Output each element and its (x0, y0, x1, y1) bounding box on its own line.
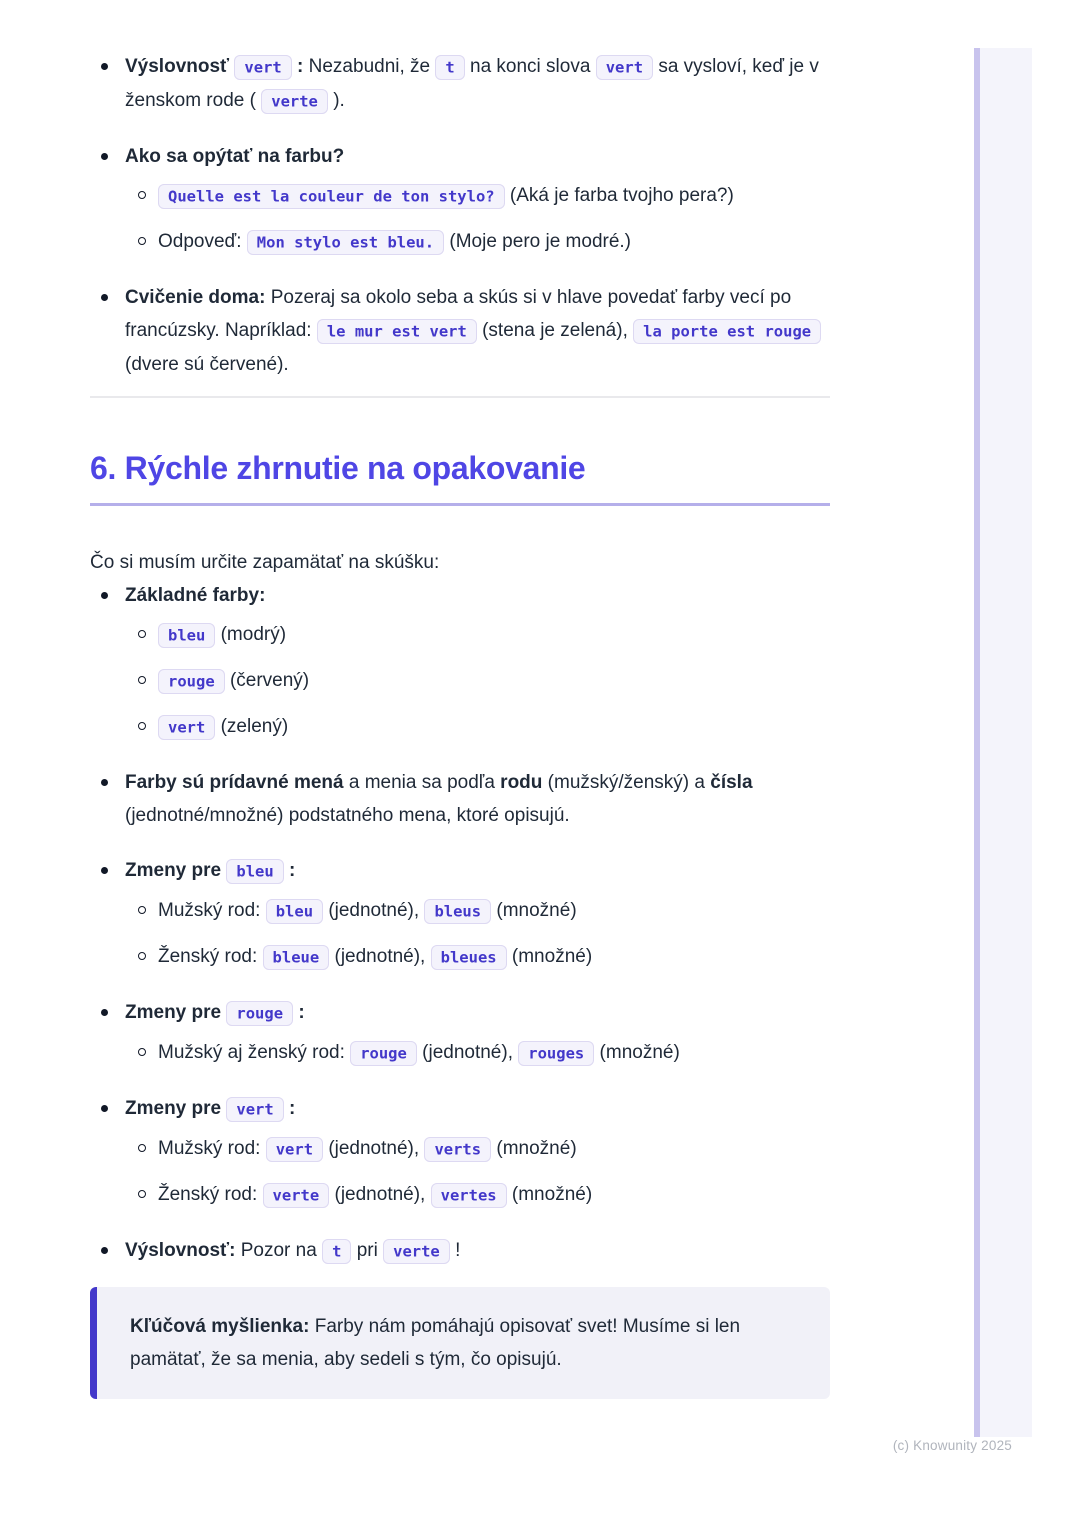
section-heading: 6. Rýchle zhrnutie na opakovanie (90, 450, 830, 506)
code-badge: vert (158, 715, 215, 740)
text-segment: (množné) (511, 1184, 593, 1205)
sub-list-item (125, 225, 830, 259)
code-badge: vert (226, 1097, 283, 1122)
bold-segment: Zmeny pre (125, 1002, 222, 1023)
text-segment: (jednotné), (334, 1184, 426, 1205)
code-badge: vertes (431, 1183, 507, 1208)
code-badge: bleu (226, 859, 283, 884)
code-badge: Mon stylo est bleu. (247, 230, 444, 255)
list-item (90, 996, 830, 1070)
bullet-list (90, 579, 830, 1268)
code-badge: rouge (350, 1041, 417, 1066)
text-segment: (červený) (229, 670, 310, 691)
text-segment: (modrý) (220, 624, 287, 645)
intro-paragraph: Čo si musím určite zapamätať na skúšku: (90, 552, 440, 573)
code-badge: vert (596, 55, 653, 80)
text-segment: Mužský rod: (158, 1138, 261, 1159)
text-segment: (Aká je farba tvojho pera?) (509, 185, 734, 206)
text-segment: Pozor na (240, 1240, 317, 1261)
bold-segment: rodu (500, 772, 543, 793)
code-badge: rouge (158, 669, 225, 694)
text-segment: (dvere sú červené). (125, 354, 289, 375)
bold-segment: Výslovnosť: (125, 1240, 236, 1261)
sub-bullet-list (125, 1132, 830, 1212)
code-badge: t (322, 1239, 351, 1264)
text-segment: (Moje pero je modré.) (449, 231, 632, 252)
list-item (90, 579, 830, 744)
sub-list-item (125, 940, 830, 974)
text-segment: (množné) (511, 946, 593, 967)
text-segment: pri (356, 1240, 378, 1261)
text-segment: ). (333, 90, 345, 111)
bold-segment: Cvičenie doma: (125, 287, 266, 308)
code-badge: verte (261, 89, 328, 114)
sub-bullet-list (125, 179, 830, 259)
text-segment: (množné) (599, 1042, 680, 1063)
text-segment: (stena je zelená), (482, 320, 628, 341)
sub-list-item (125, 894, 830, 928)
sub-list-item (125, 179, 830, 213)
text-segment: Mužský rod: (158, 900, 261, 921)
sub-list-item (125, 1132, 830, 1166)
list-item (90, 1234, 830, 1268)
code-badge: Quelle est la couleur de ton stylo? (158, 184, 505, 209)
text-segment: a menia sa podľa (348, 772, 495, 793)
text-segment: ! (455, 1240, 461, 1261)
code-badge: verte (263, 1183, 330, 1208)
bold-segment: : (298, 1002, 305, 1023)
copyright-text: (c) Knowunity 2025 (892, 1438, 1012, 1453)
bold-segment: Zmeny pre (125, 1098, 222, 1119)
code-badge: verts (424, 1137, 491, 1162)
code-badge: bleues (431, 945, 507, 970)
text-segment: (jednotné/množné) podstatného mena, ktoré opisujú. (125, 805, 570, 826)
list-item (90, 281, 830, 381)
text-segment: Ženský rod: (158, 946, 258, 967)
text-segment: Ženský rod: (158, 1184, 258, 1205)
key-idea-callout (90, 1287, 830, 1399)
text-segment: (jednotné), (422, 1042, 513, 1063)
code-badge: bleu (158, 623, 215, 648)
text-segment: (mužský/ženský) a (547, 772, 705, 793)
text-segment: Mužský aj ženský rod: (158, 1042, 345, 1063)
code-badge: bleue (263, 945, 330, 970)
text-segment: Farby nám pomáhajú opisovať svet! Musíme si len pamätať, že sa menia, aby sedeli s tým, čo opisujú. (130, 1316, 741, 1370)
text-segment: (množné) (496, 900, 577, 921)
bold-segment: Základné farby: (125, 585, 266, 606)
content-column (90, 50, 830, 1399)
bold-segment: : (297, 56, 304, 77)
list-item (90, 766, 830, 832)
text-segment: Odpoveď: (158, 231, 242, 252)
bold-segment: Kľúčová myšlienka: (130, 1316, 310, 1337)
list-item (90, 50, 830, 118)
bold-segment: : (288, 860, 296, 881)
text-segment: (jednotné), (328, 1138, 420, 1159)
text-segment: na konci slova (470, 56, 591, 77)
section-divider (90, 396, 830, 398)
list-item (90, 854, 830, 974)
text-segment: (zelený) (220, 716, 289, 737)
bold-segment: Farby sú prídavné mená (125, 772, 344, 793)
bold-segment: čísla (710, 772, 753, 793)
sub-bullet-list (125, 618, 830, 744)
text-segment: sa vysloví, keď je v ženskom rode ( (125, 56, 819, 111)
bold-segment: : (288, 1098, 296, 1119)
code-badge: le mur est vert (317, 319, 477, 344)
bold-segment: Zmeny pre (125, 860, 222, 881)
code-badge: rouges (518, 1041, 594, 1066)
bold-segment: Ako sa opýtať na farbu? (125, 146, 345, 167)
sub-list-item (125, 1178, 830, 1212)
code-badge: t (435, 55, 464, 80)
text-segment: Pozeraj sa okolo seba a skús si v hlave povedať farby vecí po francúzsky. Napríklad: (125, 287, 792, 341)
code-badge: bleu (266, 899, 323, 924)
text-segment: (množné) (496, 1138, 577, 1159)
code-badge: vert (234, 55, 291, 80)
sub-list-item (125, 1036, 830, 1070)
sub-list-item (125, 710, 830, 744)
text-segment: (jednotné), (334, 946, 426, 967)
list-item (90, 140, 830, 259)
list-item (90, 1092, 830, 1212)
code-badge: bleus (424, 899, 491, 924)
sub-list-item (125, 664, 830, 698)
code-badge: vert (266, 1137, 323, 1162)
bullet-list (90, 50, 830, 381)
sub-bullet-list (125, 894, 830, 974)
code-badge: verte (383, 1239, 450, 1264)
code-badge: la porte est rouge (633, 319, 821, 344)
sub-list-item (125, 618, 830, 652)
side-panel (980, 48, 1032, 1437)
sub-bullet-list (125, 1036, 830, 1070)
text-segment: (jednotné), (328, 900, 420, 921)
bold-segment: Výslovnosť (125, 56, 230, 77)
code-badge: rouge (226, 1001, 293, 1026)
text-segment: Nezabudni, že (308, 56, 431, 77)
